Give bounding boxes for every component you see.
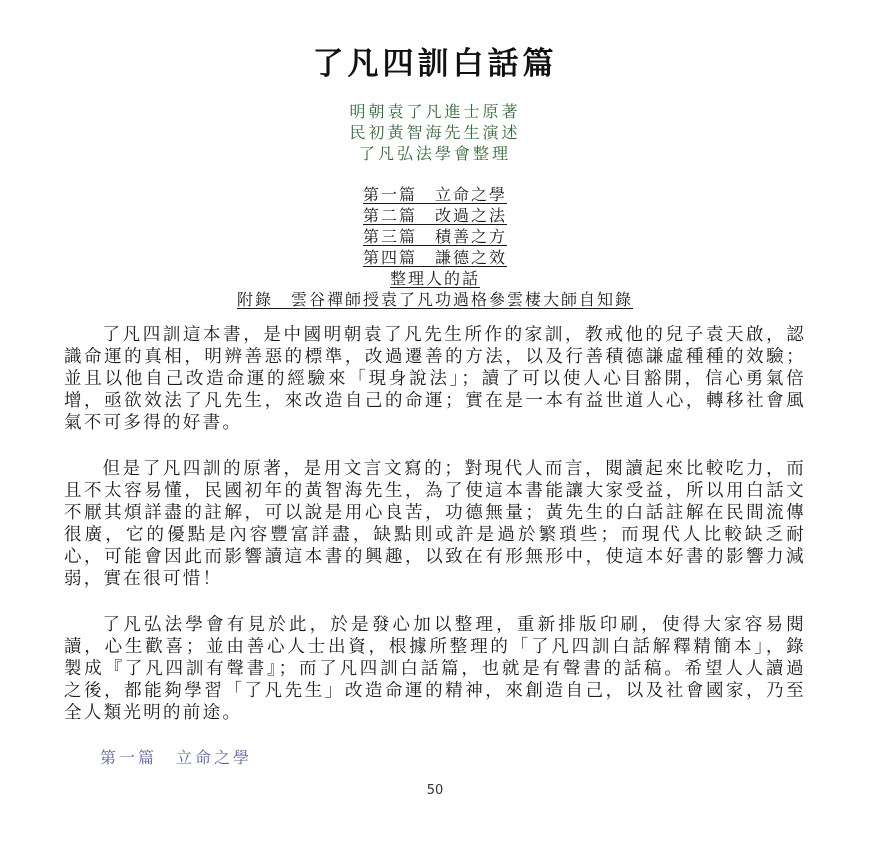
paragraph: 但是了凡四訓的原著，是用文言文寫的；對現代人而言，閱讀起來比較吃力，而且不太容易懂，民國初年的黃智海先生，為了使這本書能讓大家受益，所以用白話文不厭其煩詳盡的註解，可以說是用心良苦，功德無量；黃先生的白話註解在民間流傳很廣，它的優點是內容豐富詳盡，缺點則或許是過於繁瑣些；而現代人比較缺乏耐心，可能會因此而影響讀這本書的興趣，以致在有形無形中，使這本好書的影響力減弱，實在很可惜！ bbox=[64, 459, 806, 589]
credits-block bbox=[0, 101, 870, 164]
chapter-heading: 第一篇 立命之學 bbox=[100, 748, 253, 767]
toc-link-chapter-4[interactable]: 第四篇 謙德之效 bbox=[362, 248, 507, 267]
toc-link-chapter-3[interactable]: 第三篇 積善之方 bbox=[362, 227, 507, 246]
table-of-contents bbox=[0, 184, 870, 310]
credit-editor: 了凡弘法學會整理 bbox=[358, 144, 511, 163]
toc-link-appendix[interactable]: 附錄 雲谷禪師授袁了凡功過格參雲棲大師自知錄 bbox=[236, 290, 633, 309]
body-text bbox=[64, 324, 806, 748]
toc-link-chapter-2[interactable]: 第二篇 改過之法 bbox=[362, 206, 507, 225]
paragraph: 了凡弘法學會有見於此，於是發心加以整理，重新排版印刷，使得大家容易閱讀，心生歡喜；並由善心人士出資，根據所整理的「了凡四訓白話解釋精簡本」，錄製成『了凡四訓有聲書』；而了凡四訓白話篇，也就是有聲書的話稿。希望人人讀過之後，都能夠學習「了凡先生」改造命運的精神，來創造自己，以及社會國家，乃至全人類光明的前途。 bbox=[64, 615, 806, 723]
document-title: 了凡四訓白話篇 bbox=[312, 46, 558, 82]
paragraph: 了凡四訓這本書，是中國明朝袁了凡先生所作的家訓，教戒他的兒子袁天啟，認識命運的真相，明辨善惡的標準，改過遷善的方法，以及行善積德謙虛種種的效驗；並且以他自己改造命運的經驗來「現身說法」；讀了可以使人心目豁開，信心勇氣倍增，亟欲效法了凡先生，來改造自己的命運；實在是一本有益世道人心，轉移社會風氣不可多得的好書。 bbox=[64, 325, 806, 433]
toc-link-editors-note[interactable]: 整理人的話 bbox=[389, 269, 480, 288]
toc-link-chapter-1[interactable]: 第一篇 立命之學 bbox=[362, 185, 507, 204]
credit-annotator: 民初黃智海先生演述 bbox=[349, 123, 521, 142]
credit-original-author: 明朝袁了凡進士原著 bbox=[349, 102, 521, 121]
page-number: 50 bbox=[426, 783, 444, 798]
